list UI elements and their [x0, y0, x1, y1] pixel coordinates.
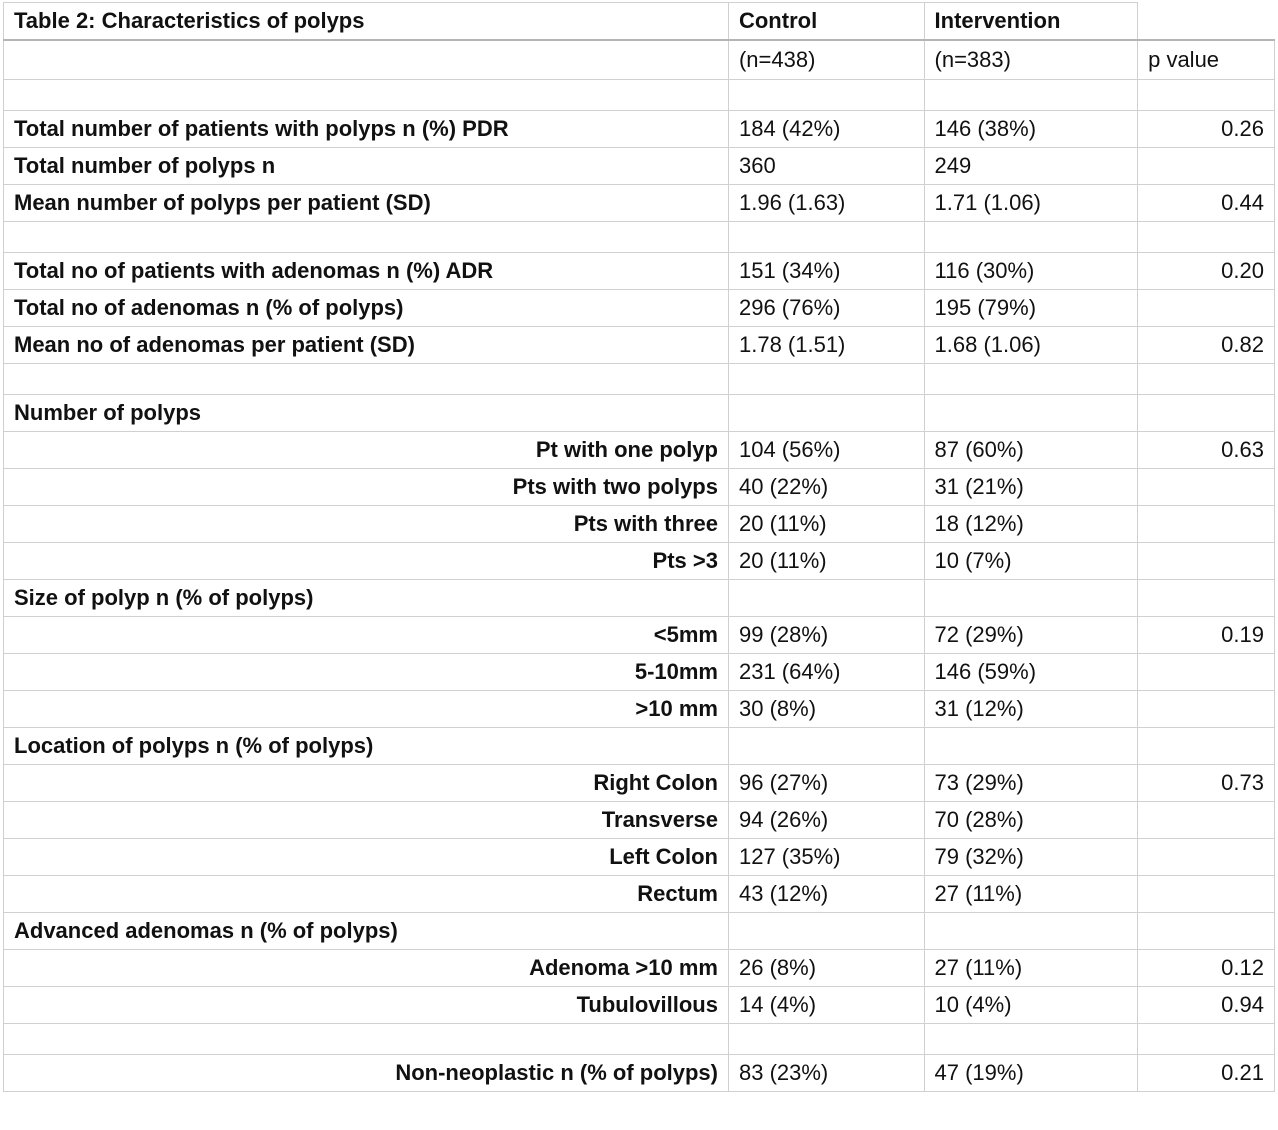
table-row: Pts >3 20 (11%) 10 (7%) — [4, 543, 1275, 580]
table-row: Mean no of adenomas per patient (SD) 1.78 (1.51) 1.68 (1.06) 0.82 — [4, 327, 1275, 364]
col-header-p-value: p value — [1138, 40, 1275, 80]
col-header-control: Control — [728, 3, 924, 41]
table-row: Total no of adenomas n (% of polyps) 296 (76%) 195 (79%) — [4, 290, 1275, 327]
table-row: Non-neoplastic n (% of polyps) 83 (23%) 47 (19%) 0.21 — [4, 1055, 1275, 1092]
spacer-row — [4, 222, 1275, 253]
table-row: Pts with two polyps 40 (22%) 31 (21%) — [4, 469, 1275, 506]
table-row: Total number of patients with polyps n (%) PDR 184 (42%) 146 (38%) 0.26 — [4, 111, 1275, 148]
section-row: Size of polyp n (% of polyps) — [4, 580, 1275, 617]
header-empty-cell — [1138, 3, 1275, 41]
table-row: Total no of patients with adenomas n (%) ADR 151 (34%) 116 (30%) 0.20 — [4, 253, 1275, 290]
table-row: <5mm 99 (28%) 72 (29%) 0.19 — [4, 617, 1275, 654]
n-intervention: (n=383) — [924, 40, 1138, 80]
table-title: Table 2: Characteristics of polyps — [4, 3, 729, 41]
table-row: >10 mm 30 (8%) 31 (12%) — [4, 691, 1275, 728]
table-row: 5-10mm 231 (64%) 146 (59%) — [4, 654, 1275, 691]
section-row: Location of polyps n (% of polyps) — [4, 728, 1275, 765]
polyp-characteristics-table — [3, 2, 1275, 1092]
section-row: Advanced adenomas n (% of polyps) — [4, 913, 1275, 950]
table-row: Transverse 94 (26%) 70 (28%) — [4, 802, 1275, 839]
table-row: Mean number of polyps per patient (SD) 1.96 (1.63) 1.71 (1.06) 0.44 — [4, 185, 1275, 222]
table-row: Rectum 43 (12%) 27 (11%) — [4, 876, 1275, 913]
table-row: Tubulovillous 14 (4%) 10 (4%) 0.94 — [4, 987, 1275, 1024]
spacer-row — [4, 364, 1275, 395]
table-row: Pt with one polyp 104 (56%) 87 (60%) 0.63 — [4, 432, 1275, 469]
table-row: Pts with three 20 (11%) 18 (12%) — [4, 506, 1275, 543]
table-subheader-row — [4, 40, 1275, 80]
table-row: Adenoma >10 mm 26 (8%) 27 (11%) 0.12 — [4, 950, 1275, 987]
table-row: Right Colon 96 (27%) 73 (29%) 0.73 — [4, 765, 1275, 802]
n-control: (n=438) — [728, 40, 924, 80]
section-row: Number of polyps — [4, 395, 1275, 432]
spacer-row — [4, 80, 1275, 111]
spacer-row — [4, 1024, 1275, 1055]
table-row: Left Colon 127 (35%) 79 (32%) — [4, 839, 1275, 876]
col-header-intervention: Intervention — [924, 3, 1138, 41]
table-row: Total number of polyps n 360 249 — [4, 148, 1275, 185]
table-header-row — [4, 3, 1275, 41]
